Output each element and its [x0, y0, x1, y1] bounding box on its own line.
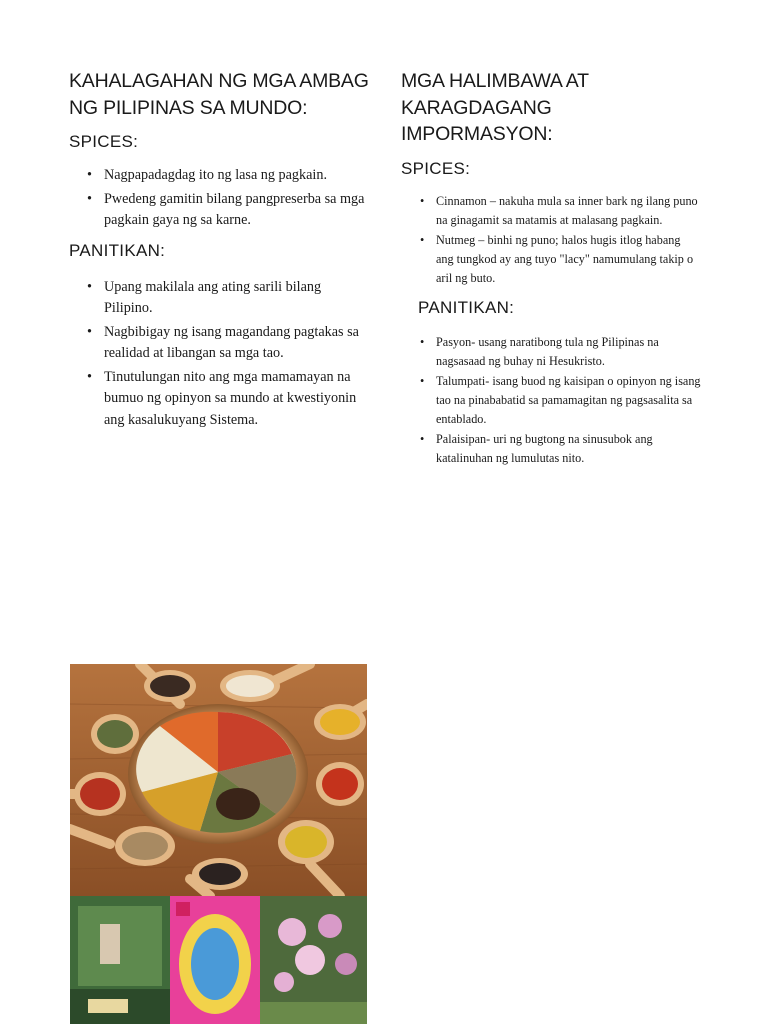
list-item: • Tinutulungan nito ang mga mamamayan na bumuo ng opinyon sa mundo at kwestiyonin ang kasalukuyang Sistema. [69, 367, 369, 432]
right-spices-list [401, 192, 701, 288]
list-item: • Pwedeng gamitin bilang pangpreserba sa mga pagkain gaya ng sa karne. [69, 189, 369, 232]
list-item: • Nutmeg – binhi ng puno; halos hugis itlog habang ang tungkod ay ang tuyo "lacy" namumulang takip o aril ng buto. [401, 231, 701, 288]
list-item: • Palaisipan- uri ng bugtong na sinusubok ang katalinuhan ng lumulutas nito. [401, 430, 701, 468]
left-spices-title: SPICES: [69, 132, 139, 151]
right-heading: MGA HALIMBAWA AT KARAGDAGANG IMPORMASYON: [401, 70, 589, 145]
right-panitikan-title: PANITIKAN: [418, 297, 515, 317]
list-item: • Talumpati- isang buod ng kaisipan o opinyon ng isang tao na pinababatid sa pamamagitan ng pagsasalita sa entablado. [401, 372, 701, 429]
left-spices-list [69, 165, 369, 232]
right-column [401, 68, 701, 469]
list-item: • Upang makilala ang ating sarili bilang Pilipino. [69, 277, 369, 320]
spices-photo [70, 664, 367, 1024]
right-spices-title: SPICES: [401, 158, 471, 178]
list-item: • Nagpapadagdag ito ng lasa ng pagkain. [69, 165, 369, 187]
list-item: • Nagbibigay ng isang magandang pagtakas sa realidad at libangan sa mga tao. [69, 322, 369, 365]
list-item: • Pasyon- usang naratibong tula ng Pilipinas na nagsasaad ng buhay ni Hesukristo. [401, 333, 701, 371]
left-panitikan-title: PANITIKAN: [69, 240, 166, 260]
left-column [69, 68, 369, 433]
list-item: • Cinnamon – nakuha mula sa inner bark ng ilang puno na ginagamit sa matamis at malasang pagkain. [401, 192, 701, 230]
left-panitikan-list [69, 277, 369, 432]
left-heading: KAHALAGAHAN NG MGA AMBAG NG PILIPINAS SA MUNDO: [69, 70, 369, 119]
spices-collage-image [70, 664, 367, 1024]
right-panitikan-list [401, 333, 701, 468]
